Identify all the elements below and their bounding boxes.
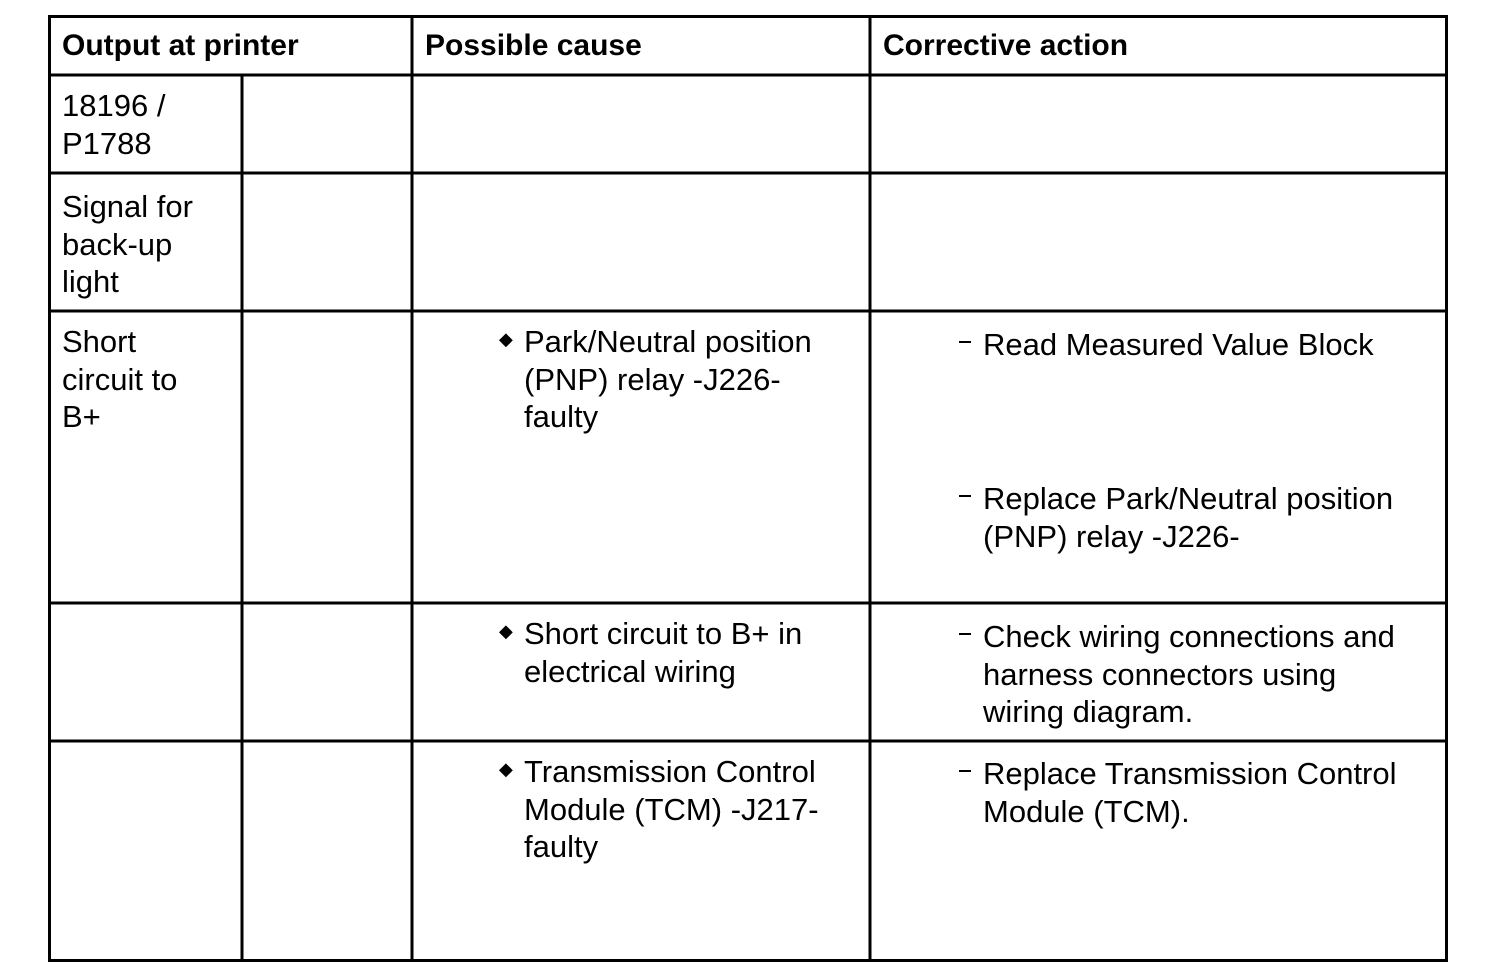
header-output-at-printer: Output at printer xyxy=(62,29,299,62)
row1-output: 18196 / P1788 xyxy=(62,88,166,161)
row3-action-2: Replace Park/Neutral position (PNP) relay -J226- xyxy=(983,481,1394,554)
row4-action-1: Check wiring connections and harness connectors using wiring diagram. xyxy=(983,619,1395,729)
bullet-icon: ◆ xyxy=(499,759,513,779)
row4-cause: Short circuit to B+ in electrical wiring xyxy=(524,616,803,689)
header-possible-cause: Possible cause xyxy=(425,29,642,62)
row3-output: Short circuit to B+ xyxy=(62,324,178,434)
row2-output: Signal for back-up light xyxy=(62,189,193,299)
row3-action-1: Read Measured Value Block xyxy=(983,327,1374,362)
row5-cause: Transmission Control Module (TCM) -J217- faulty xyxy=(524,754,819,864)
dash-icon xyxy=(959,770,971,772)
header-corrective-action: Corrective action xyxy=(883,29,1129,62)
row3-cause: Park/Neutral position (PNP) relay -J226- faulty xyxy=(524,324,812,434)
bullet-icon: ◆ xyxy=(499,621,513,641)
bullet-icon: ◆ xyxy=(499,329,513,349)
dash-icon xyxy=(959,633,971,635)
row5-action-1: Replace Transmission Control Module (TCM). xyxy=(983,756,1397,829)
dash-icon xyxy=(959,341,971,343)
dash-icon xyxy=(959,495,971,497)
